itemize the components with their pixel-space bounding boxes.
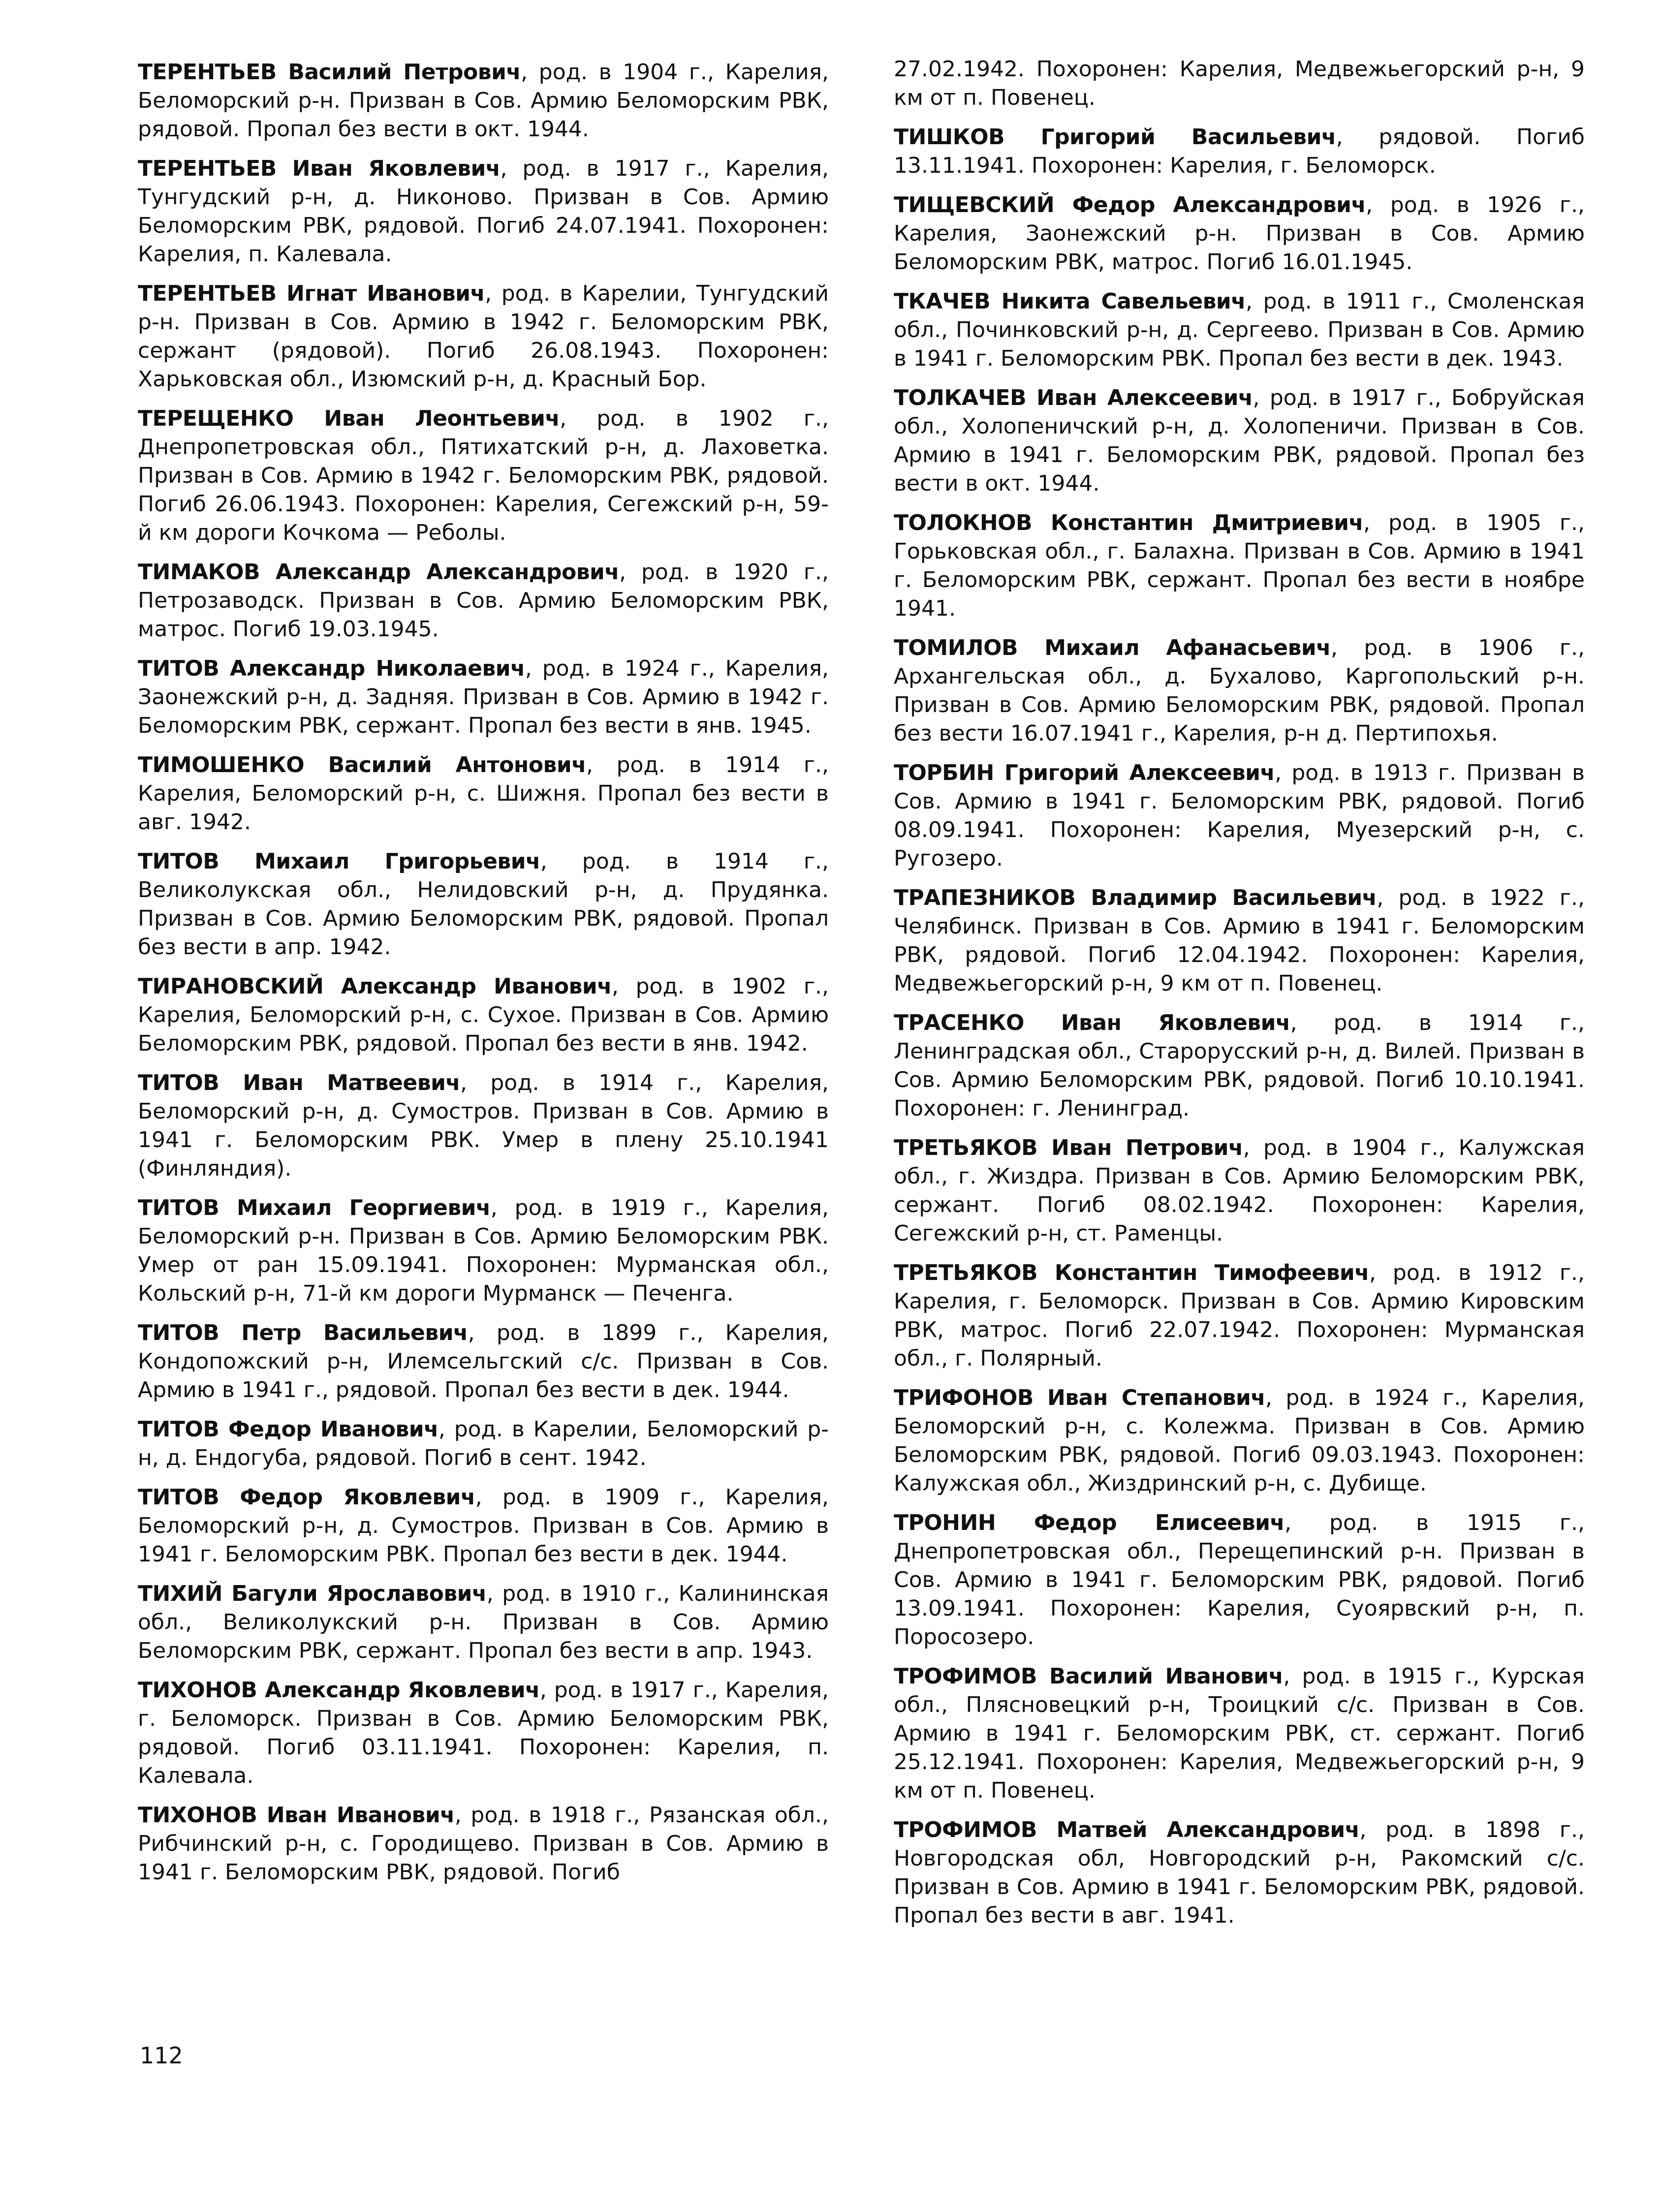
entry-name: ТИТОВ Иван Матвеевич: [138, 1070, 461, 1095]
entry: [138, 1069, 829, 1183]
entry-text: , рядовой. Погиб 13.11.1941. Похоронен: Карелия, г. Беломорск.: [894, 125, 1585, 178]
entry-name: ТРИФОНОВ Иван Степанович: [894, 1385, 1266, 1410]
entry: [894, 384, 1585, 498]
entry-name: ТИЩЕВСКИЙ Федор Александрович: [894, 192, 1366, 218]
entry: [138, 847, 829, 962]
entry-text: , род. в 1922 г., Челябинск. Призван в Сов. Армию в 1941 г. Беломорским РВК, рядовой. Погиб 12.04.1942. Похоронен: Карелия, Медвежьегорский р-н, 9 км от п. Повенец.: [894, 885, 1585, 996]
entry: [138, 1194, 829, 1308]
entry: [138, 1676, 829, 1790]
entry-name: ТЕРЕНТЬЕВ Василий Петрович: [138, 60, 521, 85]
entry-text: , род. в Карелии, Тунгудский р-н. Призван в Сов. Армию в 1942 г. Беломорским РВК, сержант (рядовой). Погиб 26.08.1943. Похоронен: Харьковская обл., Изюмский р-н, д. Красный Бор.: [138, 281, 829, 392]
entry-name: ТОЛКАЧЕВ Иван Алексеевич: [894, 385, 1253, 410]
entry: [894, 1384, 1585, 1498]
entry-name: ТРОФИМОВ Василий Иванович: [894, 1664, 1284, 1689]
entry-text: , род. в 1905 г., Горьковская обл., г. Балахна. Призван в Сов. Армию в 1941 г. Беломорским РВК, сержант. Пропал без вести в ноябре 1941.: [894, 510, 1585, 621]
entry-name: ТРЕТЬЯКОВ Иван Петрович: [894, 1135, 1243, 1160]
entry-name: ТОЛОКНОВ Константин Дмитриевич: [894, 510, 1364, 535]
entry-name: ТИТОВ Александр Николаевич: [138, 656, 525, 681]
entry-name: ТИШКОВ Григорий Васильевич: [894, 125, 1336, 150]
entry-name: ТИТОВ Петр Васильевич: [138, 1320, 468, 1345]
entry: [138, 1580, 829, 1665]
entry-name: ТРОНИН Федор Елисеевич: [894, 1510, 1285, 1535]
page-number: 112: [140, 2042, 183, 2069]
entry-name: ТОРБИН Григорий Алексеевич: [894, 760, 1275, 785]
entry-name: ТРОФИМОВ Матвей Александрович: [894, 1817, 1360, 1842]
entry: [138, 280, 829, 394]
entry-text: , род. в 1898 г., Новгородская обл, Новгородский р-н, Ракомский с/с. Призван в Сов. Армию в 1941 г. Беломорским РВК, рядовой. Пропал без вести в авг. 1941.: [894, 1817, 1585, 1928]
entry-text: , род. в 1926 г., Карелия, Заонежский р-н. Призван в Сов. Армию Беломорским РВК, матрос. Погиб 16.01.1945.: [894, 192, 1585, 275]
entry-name: ТИХИЙ Багули Ярославович: [138, 1581, 487, 1606]
entry-text: , род. в 1899 г., Карелия, Кондопожский р-н, Илемсельгский с/с. Призван в Сов. Армию в 1941 г., рядовой. Пропал без вести в дек. 1944.: [138, 1320, 829, 1402]
entry-name: ТИТОВ Федор Иванович: [138, 1417, 439, 1442]
entry-name: ТИТОВ Федор Яковлевич: [138, 1485, 475, 1510]
entry-text: , род. в 1906 г., Архангельская обл., д. Бухалово, Каргопольский р-н. Призван в Сов. Армию Беломорским РВК, рядовой. Пропал без вести 16.07.1941 г., Карелия, р-н д. Пертипохья.: [894, 635, 1585, 746]
entry-text: , род. в 1913 г. Призван в Сов. Армию в 1941 г. Беломорским РВК, рядовой. Погиб 08.09.1941. Похоронен: Карелия, Муезерский р-н, с. Ругозеро.: [894, 760, 1585, 871]
entry: [894, 1134, 1585, 1248]
entry-text: , род. в Карелии, Беломорский р-н, д. Ендогуба, рядовой. Погиб в сент. 1942.: [138, 1417, 829, 1470]
entry-text: , род. в 1904 г., Калужская обл., г. Жиздра. Призван в Сов. Армию Беломорским РВК, сержант. Погиб 08.02.1942. Похоронен: Карелия, Сегежский р-н, ст. Раменцы.: [894, 1135, 1585, 1246]
entry-text: , род. в 1914 г., Карелия, Беломорский р-н, д. Сумостров. Призван в Сов. Армию в 1941 г. Беломорским РВК. Умер в плену 25.10.1941 (Финляндия).: [138, 1070, 829, 1181]
entry-text: , род. в 1904 г., Карелия, Беломорский р-н. Призван в Сов. Армию Беломорским РВК, рядовой. Пропал без вести в окт. 1944.: [138, 60, 829, 142]
entry-name: ТКАЧЕВ Никита Савельевич: [894, 289, 1246, 314]
entry-name: ТИТОВ Михаил Георгиевич: [138, 1195, 491, 1220]
entry-name: ТИХОНОВ Александр Яковлевич: [138, 1678, 540, 1703]
entry: [138, 405, 829, 547]
entry: [894, 123, 1585, 180]
entry: [138, 751, 829, 837]
entry-name: ТЕРЕЩЕНКО Иван Леонтьевич: [138, 406, 560, 431]
entry-text: , род. в 1902 г., Днепропетровская обл., Пятихатский р-н, д. Лаховетка. Призван в Сов. Армию в 1942 г. Беломорским РВК, рядовой. Погиб 26.06.1943. Похоронен: Карелия, Сегежский р-н, 59-й км дороги Кочкома — Реболы.: [138, 406, 829, 545]
entry-text: , род. в 1919 г., Карелия, Беломорский р-н. Призван в Сов. Армию Беломорским РВК. Умер от ран 15.09.1941. Похоронен: Мурманская обл., Кольский р-н, 71-й км дороги Мурманск — Печенга.: [138, 1195, 829, 1306]
entry: [894, 1816, 1585, 1930]
entry-text: , род. в 1910 г., Калининская обл., Великолукский р-н. Призван в Сов. Армию Беломорским РВК, сержант. Пропал без вести в апр. 1943.: [138, 1581, 829, 1663]
entry-text: , род. в 1914 г., Великолукская обл., Нелидовский р-н, д. Прудянка. Призван в Сов. Армию Беломорским РВК, рядовой. Пропал без вести в апр. 1942.: [138, 849, 829, 960]
entry-text: , род. в 1912 г., Карелия, г. Беломорск. Призван в Сов. Армию Кировским РВК, матрос. Погиб 22.07.1942. Похоронен: Мурманская обл., г. Полярный.: [894, 1260, 1585, 1371]
entry-text: , род. в 1920 г., Петрозаводск. Призван в Сов. Армию Беломорским РВК, матрос. Погиб 19.03.1945.: [138, 560, 829, 642]
entry-text: , род. в 1917 г., Карелия, г. Беломорск. Призван в Сов. Армию Беломорским РВК, рядовой. Погиб 03.11.1941. Похоронен: Карелия, п. Калевала.: [138, 1678, 829, 1788]
entry: [894, 759, 1585, 873]
entry: [894, 509, 1585, 623]
entry-name: ТИТОВ Михаил Григорьевич: [138, 849, 540, 874]
entry: [138, 558, 829, 644]
entry-name: ТРАСЕНКО Иван Яковлевич: [894, 1010, 1290, 1035]
entry-name: ТИМАКОВ Александр Александрович: [138, 560, 620, 585]
entry-text: , род. в 1909 г., Карелия, Беломорский р-н, д. Сумостров. Призван в Сов. Армию в 1941 г. Беломорским РВК. Пропал без вести в дек. 1944.: [138, 1485, 829, 1567]
entry: [894, 55, 1585, 112]
entry: [138, 1801, 829, 1887]
entry: [138, 972, 829, 1058]
entry-text: , род. в 1902 г., Карелия, Беломорский р-н, с. Сухое. Призван в Сов. Армию Беломорским РВК, рядовой. Пропал без вести в янв. 1942.: [138, 974, 829, 1056]
entry-text: , род. в 1911 г., Смоленская обл., Починковский р-н, д. Сергеево. Призван в Сов. Армию в 1941 г. Беломорским РВК. Пропал без вести в дек. 1943.: [894, 289, 1585, 371]
entry-name: ТРЕТЬЯКОВ Константин Тимофеевич: [894, 1260, 1369, 1285]
entry: [894, 1509, 1585, 1651]
entry-name: ТЕРЕНТЬЕВ Иван Яковлевич: [138, 156, 501, 181]
entry-text: , род. в 1914 г., Карелия, Беломорский р-н, с. Шижня. Пропал без вести в авг. 1942.: [138, 752, 829, 835]
entry-text: 27.02.1942. Похоронен: Карелия, Медвежьегорский р-н, 9 км от п. Повенец.: [894, 57, 1585, 110]
entry-text: , род. в 1915 г., Днепропетровская обл., Перещепинский р-н. Призван в Сов. Армию в 1941 г. Беломорским РВК, рядовой. Погиб 13.09.1941. Похоронен: Карелия, Суоярвский р-н, п. Поросозеро.: [894, 1510, 1585, 1650]
entry: [894, 634, 1585, 748]
entry-name: ТИХОНОВ Иван Иванович: [138, 1803, 455, 1828]
entry: [138, 58, 829, 144]
entry: [138, 155, 829, 269]
entry: [894, 884, 1585, 998]
entry: [138, 1319, 829, 1404]
entry-text: , род. в 1915 г., Курская обл., Плясновецкий р-н, Троицкий с/с. Призван в Сов. Армию в 1941 г. Беломорским РВК, ст. сержант. Погиб 25.12.1941. Похоронен: Карелия, Медвежьегорский р-н, 9 км от п. Повенец.: [894, 1664, 1585, 1803]
entry: [894, 1259, 1585, 1373]
entry-name: ТРАПЕЗНИКОВ Владимир Васильевич: [894, 885, 1377, 910]
entry-text: , род. в 1917 г., Карелия, Тунгудский р-н, д. Никоново. Призван в Сов. Армию Беломорским РВК, рядовой. Погиб 24.07.1941. Похоронен: Карелия, п. Калевала.: [138, 156, 829, 267]
entry: [894, 1662, 1585, 1805]
entry-name: ТИМОШЕНКО Василий Антонович: [138, 752, 586, 778]
entry-name: ТОМИЛОВ Михаил Афанасьевич: [894, 635, 1331, 660]
entry: [138, 1415, 829, 1472]
entry-text: , род. в 1924 г., Карелия, Беломорский р-н, с. Колежма. Призван в Сов. Армию Беломорским РВК, рядовой. Погиб 09.03.1943. Похоронен: Калужская обл., Жиздринский р-н, с. Дубище.: [894, 1385, 1585, 1496]
right-column: [894, 55, 1585, 1941]
entry: [894, 287, 1585, 373]
entry: [894, 191, 1585, 277]
entry: [138, 1483, 829, 1569]
entry-text: , род. в 1924 г., Карелия, Заонежский р-н, д. Задняя. Призван в Сов. Армию в 1942 г. Беломорским РВК, сержант. Пропал без вести в янв. 1945.: [138, 656, 829, 738]
left-column: [138, 58, 829, 1898]
entry: [894, 1009, 1585, 1123]
entry-text: , род. в 1917 г., Бобруйская обл., Холопеничский р-н, д. Холопеничи. Призван в Сов. Армию в 1941 г. Беломорским РВК, рядовой. Пропал без вести в окт. 1944.: [894, 385, 1585, 496]
entry: [138, 654, 829, 740]
entry-text: , род. в 1914 г., Ленинградская обл., Старорусский р-н, д. Вилей. Призван в Сов. Армию Беломорским РВК, рядовой. Погиб 10.10.1941. Похоронен: г. Ленинград.: [894, 1010, 1585, 1121]
entry-name: ТЕРЕНТЬЕВ Игнат Иванович: [138, 281, 485, 306]
entry-name: ТИРАНОВСКИЙ Александр Иванович: [138, 974, 612, 999]
entry-text: , род. в 1918 г., Рязанская обл., Рибчинский р-н, с. Городищево. Призван в Сов. Армию в 1941 г. Беломорским РВК, рядовой. Погиб: [138, 1803, 829, 1885]
